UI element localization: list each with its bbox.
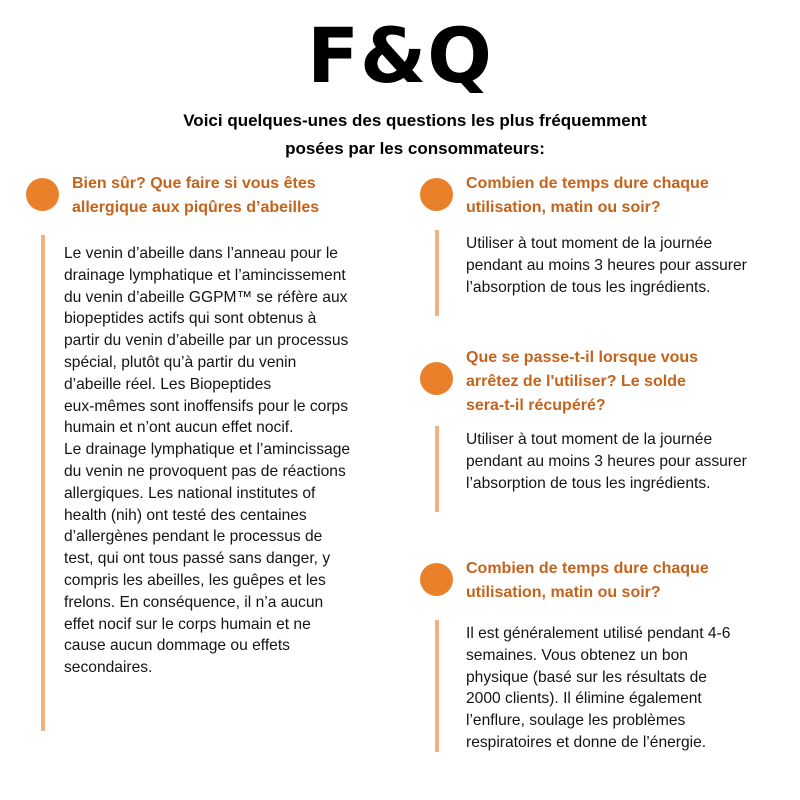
question-line: sera-t-il récupéré? xyxy=(466,397,606,414)
question-line: Combien de temps dure chaque xyxy=(466,560,709,577)
question-line: arrêtez de l'utiliser? Le solde xyxy=(466,373,686,390)
answer-line: cause aucun dommage ou effets xyxy=(64,637,290,655)
faq-question xyxy=(466,557,786,605)
page-subtitle xyxy=(100,107,730,163)
subtitle-line: posées par les consommateurs: xyxy=(285,139,545,158)
answer-line: drainage lymphatique et l’amincissement xyxy=(64,266,346,284)
faq-question xyxy=(466,172,786,220)
faq-answer xyxy=(466,623,796,754)
answer-line: Utiliser à tout moment de la journée xyxy=(466,235,713,252)
answer-line: Utiliser à tout moment de la journée xyxy=(466,431,713,448)
answer-line: 2000 clients). Il élimine également xyxy=(466,690,702,708)
answer-line: effet nocif sur le corps humain et ne xyxy=(64,615,311,633)
answer-line: secondaires. xyxy=(64,659,153,677)
answer-line: eux-mêmes sont inoffensifs pour le corps xyxy=(64,397,348,415)
answer-line: pendant au moins 3 heures pour assurer xyxy=(466,256,747,274)
faq-answer xyxy=(466,233,796,298)
answer-line: l’enflure, soulage les problèmes xyxy=(466,712,686,730)
answer-line: Il est généralement utilisé pendant 4-6 xyxy=(466,625,731,642)
question-line: Que se passe-t-il lorsque vous xyxy=(466,349,699,366)
answer-line: respiratoires et donne de l’énergie. xyxy=(466,733,707,751)
answer-line: allergiques. Les national institutes of xyxy=(64,484,316,502)
bullet-dot-icon xyxy=(26,178,59,211)
answer-line: Le venin d’abeille dans l’anneau pour le xyxy=(64,245,338,262)
answer-line: biopeptides actifs qui sont obtenus à xyxy=(64,310,317,328)
faq-answer xyxy=(64,243,404,679)
answer-line: l’absorption de tous les ingrédients. xyxy=(466,278,711,296)
answer-line: compris les abeilles, les guêpes et les xyxy=(64,571,326,589)
faq-question xyxy=(466,346,786,418)
answer-line: health (nih) ont testé des centaines xyxy=(64,506,307,524)
answer-line: l’absorption de tous les ingrédients. xyxy=(466,474,711,492)
answer-line: humain et n’ont aucun effet nocif. xyxy=(64,419,294,437)
faq-answer xyxy=(466,429,796,494)
answer-line: spécial, plutôt qu’à partir du venin xyxy=(64,353,297,371)
bullet-dot-icon xyxy=(420,563,453,596)
question-line: Combien de temps dure chaque xyxy=(466,175,709,192)
page-title: F&Q xyxy=(307,11,493,100)
answer-line: pendant au moins 3 heures pour assurer xyxy=(466,452,747,470)
question-line: utilisation, matin ou soir? xyxy=(466,199,661,216)
faq-question xyxy=(72,172,392,220)
answer-line: du venin d’abeille GGPM™ se réfère aux xyxy=(64,288,348,306)
question-line: Bien sûr? Que faire si vous êtes xyxy=(72,175,316,192)
answer-line: test, qui ont tous passé sans danger, y xyxy=(64,550,331,568)
answer-line: du venin ne provoquent pas de réactions xyxy=(64,462,346,480)
answer-line: partir du venin d’abeille par un processus xyxy=(64,332,349,350)
question-line: allergique aux piqûres d’abeilles xyxy=(72,199,320,216)
answer-line: semaines. Vous obtenez un bon xyxy=(466,646,688,664)
answer-line: frelons. En conséquence, il n’a aucun xyxy=(64,593,324,611)
answer-bar xyxy=(435,620,439,752)
bullet-dot-icon xyxy=(420,362,453,395)
answer-line: d’abeille réel. Les Biopeptides xyxy=(64,375,272,393)
answer-line: physique (basé sur les résultats de xyxy=(466,668,707,686)
question-line: utilisation, matin ou soir? xyxy=(466,584,661,601)
subtitle-line: Voici quelques-unes des questions les plus fréquemment xyxy=(183,111,647,130)
answer-line: d’allergènes pendant le processus de xyxy=(64,528,323,546)
bullet-dot-icon xyxy=(420,178,453,211)
answer-bar xyxy=(41,235,45,731)
answer-bar xyxy=(435,426,439,512)
answer-line: Le drainage lymphatique et l’amincissage xyxy=(64,441,351,459)
answer-bar xyxy=(435,230,439,316)
